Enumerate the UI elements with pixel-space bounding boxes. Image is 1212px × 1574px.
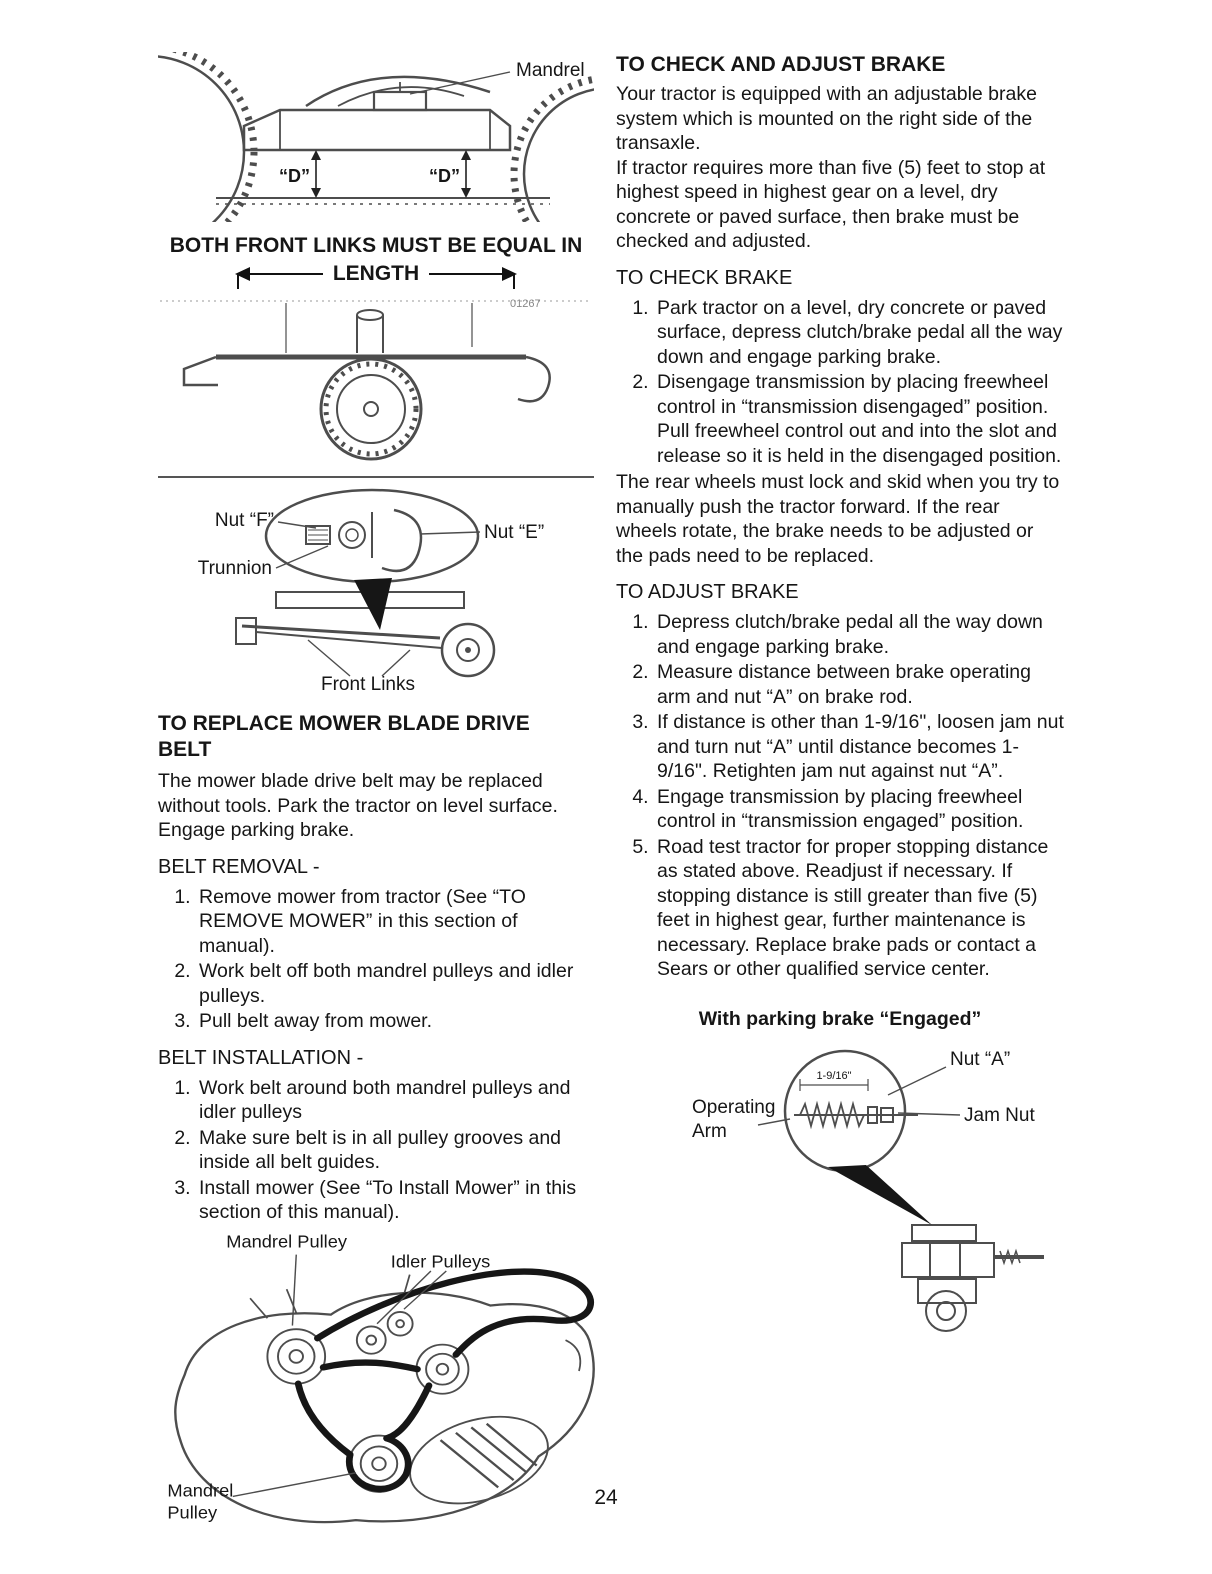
pointer-wedge <box>354 578 392 630</box>
check-brake-steps <box>616 296 1064 469</box>
detail-circle <box>785 1051 905 1171</box>
front-links-heading <box>158 233 594 287</box>
nut-a-label: Nut “A” <box>950 1048 1011 1070</box>
trunnion-figure <box>158 480 594 697</box>
dimension-label: 1-9/16" <box>816 1069 852 1082</box>
belt-removal-heading: BELT REMOVAL - <box>158 855 320 878</box>
length-dimension-arrow-left <box>237 273 323 275</box>
mandrel-pulley-bottom-label-line1: Mandrel <box>167 1480 234 1500</box>
right-link <box>518 357 550 401</box>
deck-height-diagram <box>158 52 594 222</box>
brake-adjustment-diagram <box>630 1035 1050 1335</box>
adjust-brake-heading: TO ADJUST BRAKE <box>616 581 799 603</box>
belt-removal-step: 1. Remove mower from tractor (See “TO REMOVE MOWER” in this section of manual). <box>196 885 594 959</box>
left-column <box>158 52 594 1536</box>
belt-installation-step: 2. Make sure belt is in all pulley grooves and inside all belt guides. <box>196 1126 594 1175</box>
trunnion-diagram <box>158 480 594 692</box>
front-links-label: Front Links <box>321 674 415 692</box>
front-links-heading-line1: BOTH FRONT LINKS MUST BE EQUAL IN <box>169 234 583 257</box>
adjust-brake-step: 3. If distance is other than 1-9/16", loosen jam nut and turn nut “A” until distance becomes 1-9/16". Retighten jam nut against nut “A”. <box>654 710 1064 784</box>
adjust-brake-step: 2. Measure distance between brake operating arm and nut “A” on brake rod. <box>654 660 1064 709</box>
brake-figure <box>616 1035 1064 1340</box>
belt-installation-step: 1. Work belt around both mandrel pulleys and idler pulleys <box>196 1076 594 1125</box>
operating-arm-label-line2: Arm <box>692 1120 727 1142</box>
idler-pulley-2 <box>388 1311 413 1335</box>
nut-f <box>339 522 365 548</box>
right-column <box>616 52 1064 1340</box>
belt-removal-steps <box>158 885 594 1034</box>
pointer-wedge <box>828 1165 932 1225</box>
front-axle-figure <box>158 291 594 472</box>
adjust-brake-step: 5. Road test tractor for proper stopping distance as stated above. Readjust if necessary. If stopping distance is still greater than five (5) feet in highest gear, further maintenance is necessary. Replace brake pads or contact a Sears or other qualified service center. <box>654 835 1064 982</box>
dimension-d-right-label: “D” <box>429 166 460 186</box>
check-brake-step: 1. Park tractor on a level, dry concrete or paved surface, depress clutch/brake pedal all the way down and engage parking brake. <box>654 296 1064 370</box>
front-links-heading-line2: LENGTH <box>332 262 420 285</box>
figure-divider <box>158 476 594 478</box>
nut-e-hook <box>382 510 421 571</box>
brake-intro-1: Your tractor is equipped with an adjustable brake system which is mounted on the right side of the transaxle. <box>616 83 1037 154</box>
brake-intro-2: If tractor requires more than five (5) feet to stop at highest speed in highest gear on a level, dry concrete or paved surface, then brake must be checked and adjusted. <box>616 156 1046 252</box>
right-tire <box>524 88 594 222</box>
brake-diagram-caption: With parking brake “Engaged” <box>698 1007 982 1030</box>
belt-intro: The mower blade drive belt may be replaced without tools. Park the tractor on level surface. Engage parking brake. <box>158 770 558 841</box>
front-axle-diagram <box>158 291 594 467</box>
check-brake-heading: TO CHECK BRAKE <box>616 266 793 289</box>
trunnion-label: Trunnion <box>197 558 272 579</box>
idler-pulley-1 <box>357 1326 386 1353</box>
brake-pulley <box>926 1291 966 1331</box>
belt-installation-step: 3. Install mower (See “To Install Mower” in this section of this manual). <box>196 1176 594 1225</box>
jam-nut-label: Jam Nut <box>964 1104 1035 1126</box>
dimension-d-left-label: “D” <box>279 166 310 186</box>
belt-section-heading: TO REPLACE MOWER BLADE DRIVE BELT <box>158 712 530 761</box>
left-link <box>184 357 218 385</box>
figure-code: 01267 <box>510 298 541 310</box>
belt-installation-heading: BELT INSTALLATION - <box>158 1046 364 1069</box>
mandrel-pulley-bottom-label-line2: Pulley <box>167 1502 218 1522</box>
operating-arm-label-line1: Operating <box>692 1096 776 1118</box>
brake-section-heading: TO CHECK AND ADJUST BRAKE <box>616 53 946 76</box>
idler-pulleys-label: Idler Pulleys <box>390 1251 491 1271</box>
belt-removal-step: 2. Work belt off both mandrel pulleys and idler pulleys. <box>196 959 594 1008</box>
mower-deck <box>244 110 510 150</box>
belt-installation-steps <box>158 1076 594 1225</box>
page-number: 24 <box>594 1486 618 1509</box>
mandrel-pulley-top-label: Mandrel Pulley <box>226 1231 348 1251</box>
length-dimension-arrow-right <box>429 273 515 275</box>
belt-removal-step: 3. Pull belt away from mower. <box>196 1009 594 1034</box>
nut-e-label: Nut “E” <box>484 522 545 543</box>
check-brake-step: 2. Disengage transmission by placing freewheel control in “transmission disengaged” position. Pull freewheel control out and into the slot and release so it is held in the disengaged position. <box>654 370 1064 468</box>
deck-height-figure <box>158 52 594 227</box>
adjust-brake-step: 1. Depress clutch/brake pedal all the way down and engage parking brake. <box>654 610 1064 659</box>
nut-f-label: Nut “F” <box>214 510 274 531</box>
check-brake-note: The rear wheels must lock and skid when you try to manually push the tractor forward. If the rear wheels rotate, the brake needs to be adjusted or the pads need to be replaced. <box>616 471 1060 567</box>
adjust-brake-step: 4. Engage transmission by placing freewheel control in “transmission engaged” position. <box>654 785 1064 834</box>
mandrel-label: Mandrel <box>516 60 585 81</box>
mandrel-housing <box>374 92 426 110</box>
adjust-brake-steps <box>616 610 1064 982</box>
